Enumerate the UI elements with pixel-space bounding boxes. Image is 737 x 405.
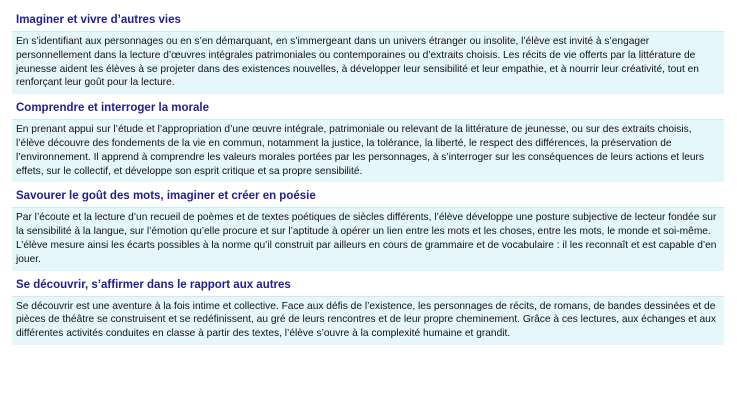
- section-title: Savourer le goût des mots, imaginer et créer en poésie: [12, 186, 724, 208]
- section-body: [12, 120, 724, 182]
- section-body: [12, 32, 724, 94]
- section-body: [12, 297, 724, 345]
- section-title: Imaginer et vivre d’autres vies: [12, 10, 724, 32]
- section-comprendre: [12, 98, 724, 182]
- document: [12, 10, 724, 349]
- section-paragraph: En s’identifiant aux personnages ou en s’en démarquant, en s’immergeant dans un univers étranger ou insolite, l’élève est invité à s’engager personnellement dans la lecture d’œuvres intégrales patrimoniales ou contemporaines ou d’extraits choisis. Les récits de vie offerts par la littérature de jeunesse aident les élèves à se projeter dans des existences nouvelles, à développer leur sensibilité et leur empathie, et à nourrir leur créativité, tout en renforçant leur goût pour la lecture.: [16, 36, 699, 89]
- section-imaginer: [12, 10, 724, 94]
- section-paragraph: En prenant appui sur l’étude et l’appropriation d’une œuvre intégrale, patrimoniale ou relevant de la littérature de jeunesse, ou sur des extraits choisis, l’élève découvre des fondements de la vie en commun, notamment la justice, la tolérance, la liberté, le respect des différences, la préservation de l’environnement. Il apprend à comprendre les valeurs morales portées par les personnages, à s’interroger sur les conséquences de leurs actions et leurs effets, sur le collectif, et développe son esprit critique et sa propre sensibilité.: [16, 124, 705, 177]
- section-body: [12, 208, 724, 270]
- section-savourer: [12, 186, 724, 270]
- section-title: Comprendre et interroger la morale: [12, 98, 724, 120]
- section-se-decouvrir: [12, 275, 724, 345]
- section-title: Se découvrir, s’affirmer dans le rapport aux autres: [12, 275, 724, 297]
- section-paragraph: Par l’écoute et la lecture d’un recueil de poèmes et de textes poétiques de siècles différents, l’élève développe une posture subjective de lecteur fondée sur la sensibilité à la langue, sur l’émotion qu’elle procure et sur l’aptitude à opérer un lien entre les mots et les choses, entre les mots, le monde et soi-même. L’élève mesure ainsi les écarts possibles à la norme qu’il construit par ailleurs en cours de grammaire et de vocabulaire : il les reconnaît et est capable d’en jouer.: [16, 212, 717, 265]
- section-paragraph: Se découvrir est une aventure à la fois intime et collective. Face aux défis de l’existence, les personnages de récits, de romans, de bandes dessinées et de pièces de théâtre se construisent et se redéfinissent, au gré de leurs rencontres et de leur propre cheminement. Grâce à ces lectures, aux échanges et aux différentes activités conduites en classe à partir des textes, l’élève s’ouvre à la complexité humaine et grandit.: [16, 300, 716, 340]
